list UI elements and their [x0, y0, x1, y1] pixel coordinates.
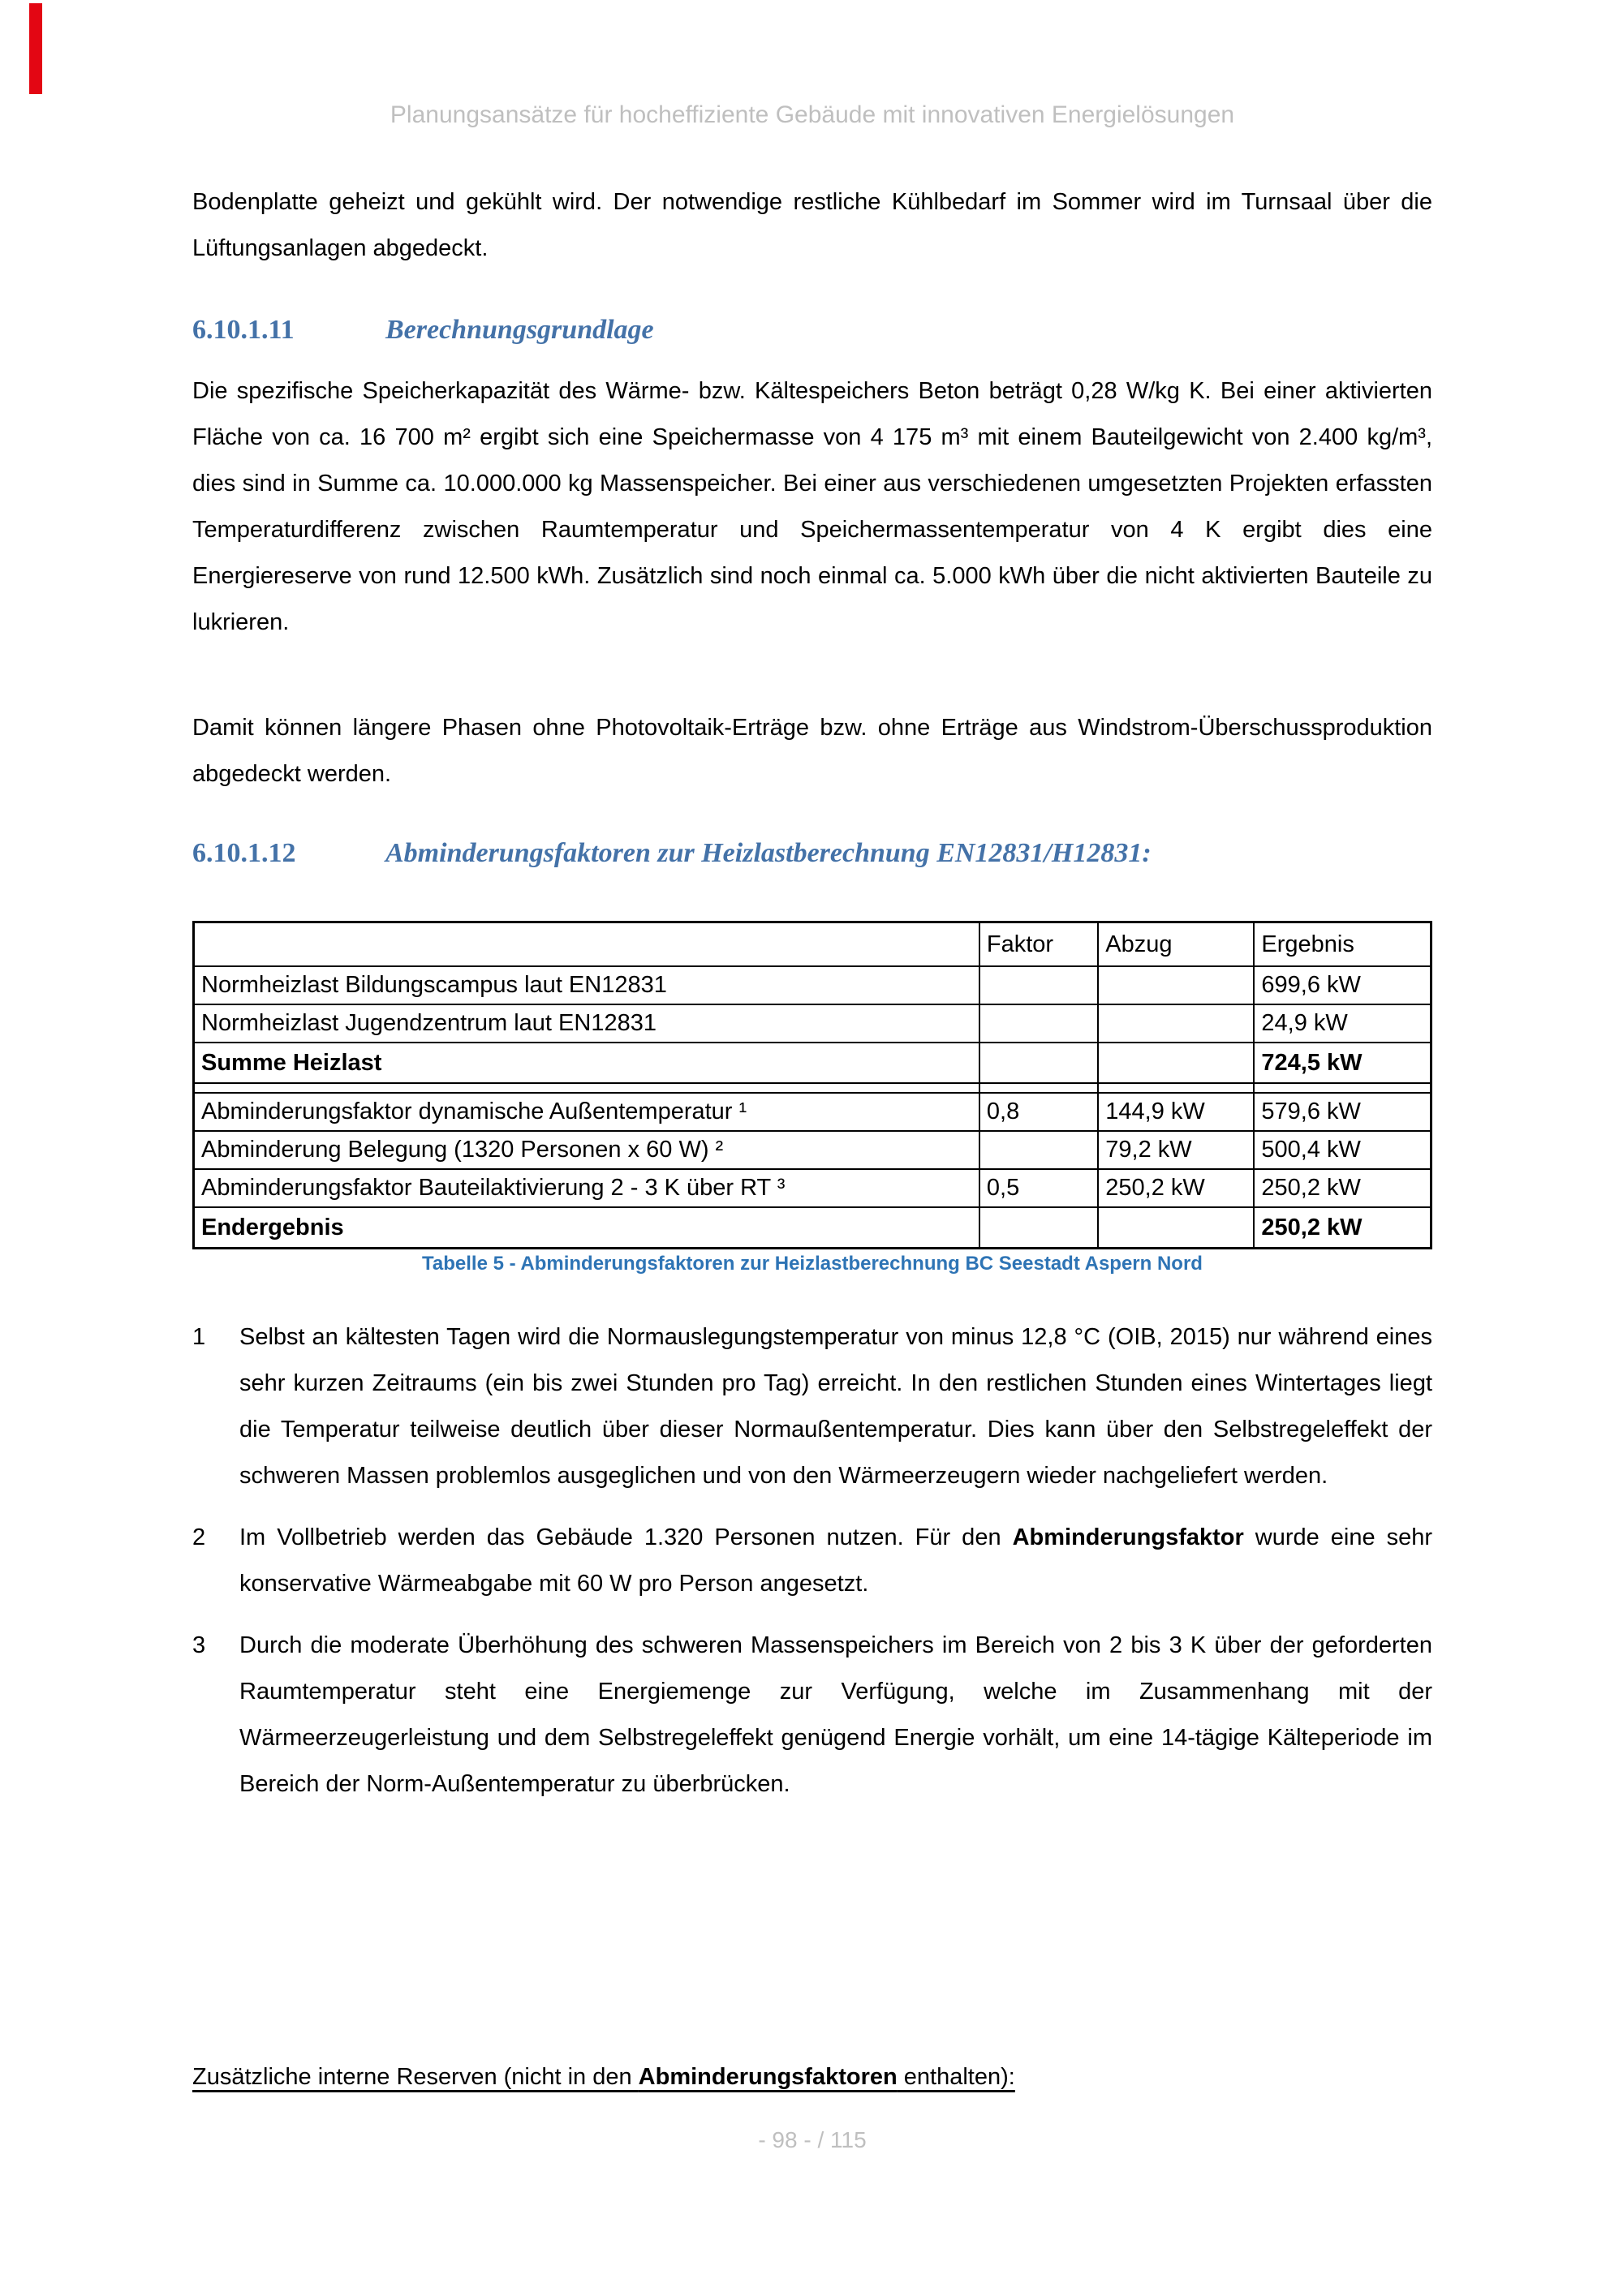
table-cell — [979, 966, 1098, 1004]
table-cell: 579,6 kW — [1254, 1093, 1431, 1131]
page-number: - 98 - / 115 — [758, 2127, 867, 2152]
table-cell — [1098, 966, 1254, 1004]
footnote-number: 1 — [192, 1324, 206, 1350]
paragraph-calc-basis: Die spezifische Speicherkapazität des Wärme- bzw. Kältespeichers Beton beträgt 0,28 W/kg K. Bei einer aktivierten Fläche von ca. 16 700 m² ergibt sich eine Speichermasse von 4 175 m³ mit einem Bauteilgewicht von 2.400 kg/m³, dies sind in Summe ca. 10.000.000 kg Massenspeicher. Bei einer aus verschiedenen umgesetzten Projekten erfassten Temperaturdifferenz zwischen Raumtemperatur und Speichermassentemperatur von 4 K ergibt dies eine Energiereserve von rund 12.500 kWh. Zusätzlich sind noch einmal ca. 5.000 kWh über die nicht aktivierten Bauteile zu lukrieren. — [192, 378, 1432, 635]
table-header-label — [194, 922, 979, 967]
section-number: 6.10.1.11 — [192, 315, 295, 345]
section-heading-2 — [192, 838, 1432, 869]
section-title: Abminderungsfaktoren zur Heizlastberechnung EN12831/H12831: — [385, 838, 1152, 868]
table-cell: 250,2 kW — [1254, 1169, 1431, 1207]
footnote-number: 2 — [192, 1524, 206, 1550]
table-body — [194, 966, 1431, 1249]
section-number: 6.10.1.12 — [192, 838, 296, 868]
table-header-ergebnis: Ergebnis — [1254, 922, 1431, 967]
table-cell: 724,5 kW — [1254, 1043, 1431, 1083]
table-cell — [979, 1004, 1098, 1043]
footnote-list — [192, 1314, 1432, 1823]
table-cell: 250,2 kW — [1254, 1207, 1431, 1249]
table-cell: 0,8 — [979, 1093, 1098, 1131]
table-cell: 0,5 — [979, 1169, 1098, 1207]
table-cell — [1098, 1043, 1254, 1083]
table-spacer-row — [194, 1083, 1431, 1093]
margin-revision-marker — [29, 3, 42, 94]
section-heading-1 — [192, 315, 1432, 346]
footnote-text: Durch die moderate Überhöhung des schweren Massenspeichers im Bereich von 2 bis 3 K über der geforderten Raumtemperatur steht eine Energiemenge zur Verfügung, welche im Zusammenhang mit der Wärmeerzeugerleistung und dem Selbstregeleffekt genügend Energie vorhält, um eine 14-tägige Kälteperiode im Bereich der Norm-Außentemperatur zu überbrücken. — [239, 1632, 1432, 1797]
table-cell: 24,9 kW — [1254, 1004, 1431, 1043]
table-cell — [979, 1131, 1098, 1169]
table-row — [194, 1207, 1431, 1249]
table-cell — [979, 1207, 1098, 1249]
running-header: Planungsansätze für hocheffiziente Gebäude mit innovativen Energielösungen — [390, 101, 1235, 128]
paragraph-intro: Bodenplatte geheizt und gekühlt wird. Der notwendige restliche Kühlbedarf im Sommer wird im Turnsaal über die Lüftungsanlagen abgedeckt. — [192, 189, 1432, 261]
table-cell: 144,9 kW — [1098, 1093, 1254, 1131]
table-header-row — [194, 922, 1431, 967]
table-cell: Abminderungsfaktor dynamische Außentemperatur ¹ — [194, 1093, 979, 1131]
table-cell — [1098, 1083, 1254, 1093]
table-row — [194, 966, 1431, 1004]
table-cell — [1098, 1004, 1254, 1043]
table-cell — [1098, 1207, 1254, 1249]
table-cell: Abminderungsfaktor Bauteilaktivierung 2 - 3 K über RT ³ — [194, 1169, 979, 1207]
table-header-abzug: Abzug — [1098, 922, 1254, 967]
table-row — [194, 1043, 1431, 1083]
table-cell: 500,4 kW — [1254, 1131, 1431, 1169]
table-cell: Summe Heizlast — [194, 1043, 979, 1083]
table-cell: 250,2 kW — [1098, 1169, 1254, 1207]
table-caption: Tabelle 5 - Abminderungsfaktoren zur Heizlastberechnung BC Seestadt Aspern Nord — [422, 1253, 1203, 1275]
table-cell: Normheizlast Jugendzentrum laut EN12831 — [194, 1004, 979, 1043]
table-cell — [1254, 1083, 1431, 1093]
footnote — [192, 1314, 1432, 1499]
closing-line — [192, 2054, 1432, 2100]
closing-underlined-text: Zusätzliche interne Reserven (nicht in den Abminderungsfaktoren enthalten): — [192, 2064, 1015, 2090]
footnote-text: Selbst an kältesten Tagen wird die Normauslegungstemperatur von minus 12,8 °C (OIB, 2015) nur während eines sehr kurzen Zeitraums (ein bis zwei Stunden pro Tag) erreicht. In den restlichen Stunden eines Wintertages liegt die Temperatur teilweise deutlich über dieser Normaußentemperatur. Dies kann über den Selbstregeleffekt der schweren Massen problemlos ausgeglichen und von den Wärmeerzeugern wieder nachgeliefert werden. — [239, 1324, 1432, 1489]
paragraph-pv: Damit können längere Phasen ohne Photovoltaik-Erträge bzw. ohne Erträge aus Windstrom-Überschussproduktion abgedeckt werden. — [192, 715, 1432, 787]
table-cell: 79,2 kW — [1098, 1131, 1254, 1169]
table-row — [194, 1169, 1431, 1207]
heat-load-table-wrapper — [192, 921, 1432, 1249]
table-cell — [194, 1083, 979, 1093]
table-cell — [979, 1043, 1098, 1083]
footnote — [192, 1515, 1432, 1607]
table-cell: Normheizlast Bildungscampus laut EN12831 — [194, 966, 979, 1004]
heat-load-table — [192, 921, 1432, 1249]
table-row — [194, 1131, 1431, 1169]
table-cell — [979, 1083, 1098, 1093]
footnote-number: 3 — [192, 1632, 206, 1658]
table-header-faktor: Faktor — [979, 922, 1098, 967]
footnote-text: Im Vollbetrieb werden das Gebäude 1.320 Personen nutzen. Für den Abminderungsfaktor wurde eine sehr konservative Wärmeabgabe mit 60 W pro Person angesetzt. — [239, 1524, 1432, 1597]
footnote — [192, 1623, 1432, 1808]
table-cell: Abminderung Belegung (1320 Personen x 60 W) ² — [194, 1131, 979, 1169]
table-row — [194, 1093, 1431, 1131]
table-cell: Endergebnis — [194, 1207, 979, 1249]
table-row — [194, 1004, 1431, 1043]
section-title: Berechnungsgrundlage — [385, 315, 654, 345]
table-cell: 699,6 kW — [1254, 966, 1431, 1004]
